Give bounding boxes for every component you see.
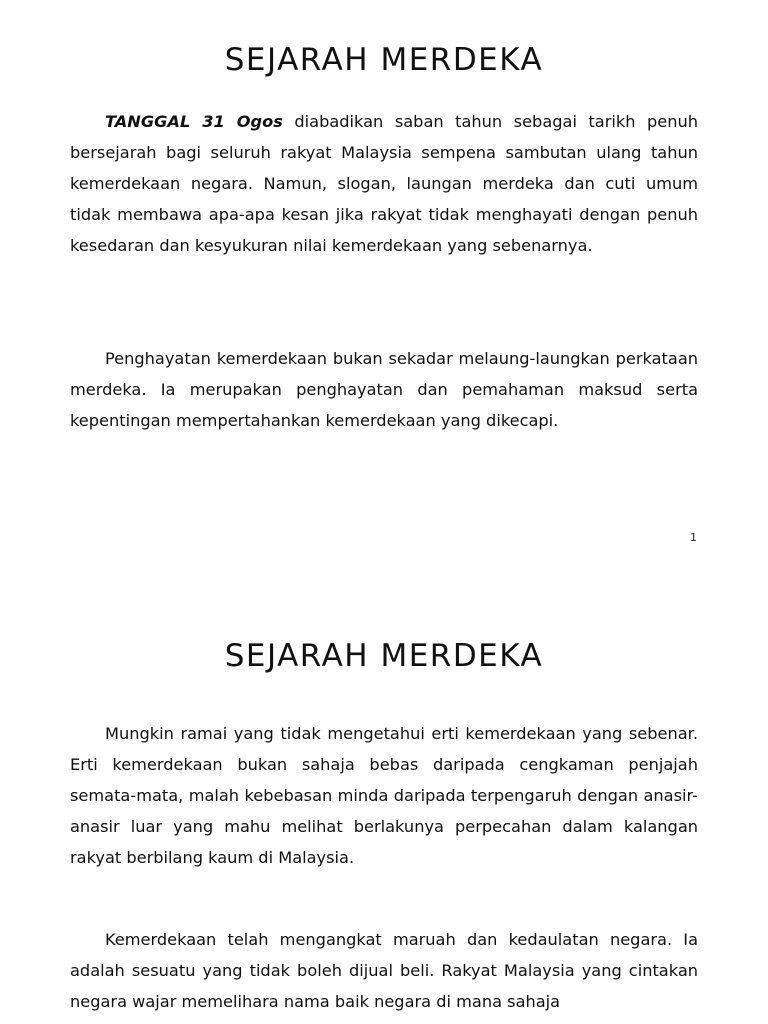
paragraph (70, 106, 698, 261)
paragraph: Penghayatan kemerdekaan bukan sekadar melaung-laungkan perkataan merdeka. Ia merupakan penghayatan dan pemahaman maksud serta kepentingan mempertahankan kemerdekaan yang dikecapi. (70, 349, 698, 430)
paragraph: Kemerdekaan telah mengangkat maruah dan kedaulatan negara. Ia adalah sesuatu yang tidak boleh dijual beli. Rakyat Malaysia yang cintakan negara wajar memelihara nama baik negara di mana sahaja (70, 930, 698, 1011)
page-title: SEJARAH MERDEKA (224, 42, 544, 78)
page-number: 1 (690, 531, 697, 544)
paragraph-text: diabadikan saban tahun sebagai tarikh penuh bersejarah bagi seluruh rakyat Malaysia sempena sambutan ulang tahun kemerdekaan negara. Namun, slogan, laungan merdeka dan cuti umum tidak membawa apa-apa kesan jika rakyat tidak menghayati dengan penuh kesedaran dan kesyukuran nilai kemerdekaan yang sebenarnya. (70, 112, 698, 255)
paragraph: Mungkin ramai yang tidak mengetahui erti kemerdekaan yang sebenar. Erti kemerdekaan bukan sahaja bebas daripada cengkaman penjajah semata-mata, malah kebebasan minda daripada terpengaruh dengan anasir-anasir luar yang mahu melihat berlakunya perpecahan dalam kalangan rakyat berbilang kaum di Malaysia. (70, 724, 698, 867)
document-page-2 (0, 580, 768, 1024)
page-title: SEJARAH MERDEKA (224, 638, 544, 674)
paragraph-lead: TANGGAL 31 Ogos (105, 112, 283, 131)
